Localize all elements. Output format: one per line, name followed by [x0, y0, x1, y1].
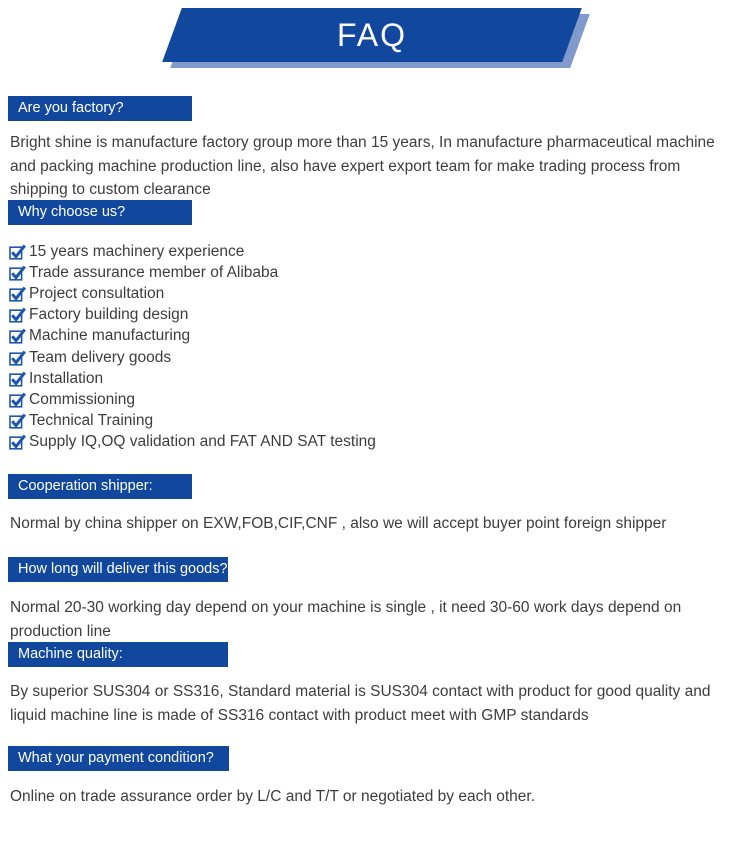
- checklist-item: [9, 347, 376, 368]
- checkmark-icon: [9, 286, 26, 302]
- section-heading-why-choose-us: Why choose us?: [8, 200, 192, 225]
- checklist-item-label: 15 years machinery experience: [29, 242, 245, 260]
- checklist-item: [9, 262, 376, 283]
- answer-are-you-factory: Bright shine is manufacture factory group more than 15 years, In manufacture pharmaceutical machine and packing machine production line, also have expert export team for make trading process from shipping to custom clearance: [10, 134, 715, 198]
- answer-payment-condition: Online on trade assurance order by L/C and T/T or negotiated by each other.: [10, 788, 536, 805]
- checkmark-icon: [9, 350, 26, 366]
- checkmark-icon: [9, 328, 26, 344]
- section-heading-are-you-factory: Are you factory?: [8, 96, 192, 121]
- section-heading-machine-quality: Machine quality:: [8, 642, 228, 667]
- answer-machine-quality: By superior SUS304 or SS316, Standard material is SUS304 contact with product for good quality and liquid machine line is made of SS316 contact with product meet with GMP standards: [10, 683, 711, 724]
- section-heading-cooperation-shipper: Cooperation shipper:: [8, 474, 192, 499]
- checkmark-icon: [9, 413, 26, 429]
- checklist-item: [9, 411, 376, 432]
- faq-title: FAQ: [336, 16, 407, 53]
- checklist-item-label: Factory building design: [29, 306, 189, 324]
- checklist-item: [9, 326, 376, 347]
- checklist-item-label: Commissioning: [29, 390, 135, 408]
- checklist-item: [9, 283, 376, 304]
- checklist-item-label: Supply IQ,OQ validation and FAT AND SAT testing: [29, 433, 376, 451]
- checklist-item-label: Trade assurance member of Alibaba: [29, 263, 279, 281]
- checkmark-icon: [9, 307, 26, 323]
- checklist-item: [9, 389, 376, 410]
- checklist-item-label: Technical Training: [29, 412, 154, 430]
- checkmark-icon: [9, 434, 26, 450]
- section-heading-payment-condition: What your payment condition?: [8, 746, 229, 771]
- checklist-item: [9, 305, 376, 326]
- checklist-item-label: Installation: [29, 369, 104, 387]
- answer-delivery-time: Normal 20-30 working day depend on your machine is single , it need 30-60 work days depend on production line: [10, 599, 682, 640]
- checklist-item: [9, 432, 376, 453]
- checklist-item: [9, 368, 376, 389]
- answer-cooperation-shipper: Normal by china shipper on EXW,FOB,CIF,CNF , also we will accept buyer point foreign shipper: [10, 515, 667, 532]
- checkmark-icon: [9, 371, 26, 387]
- section-heading-delivery-time: How long will deliver this goods?: [8, 557, 228, 582]
- checklist-item-label: Project consultation: [29, 284, 165, 302]
- checklist-item: [9, 241, 376, 262]
- checkmark-icon: [9, 265, 26, 281]
- checkmark-icon: [9, 244, 26, 260]
- checklist-item-label: Team delivery goods: [29, 348, 172, 366]
- why-choose-us-list: [9, 241, 376, 453]
- checklist-item-label: Machine manufacturing: [29, 327, 191, 345]
- checkmark-icon: [9, 392, 26, 408]
